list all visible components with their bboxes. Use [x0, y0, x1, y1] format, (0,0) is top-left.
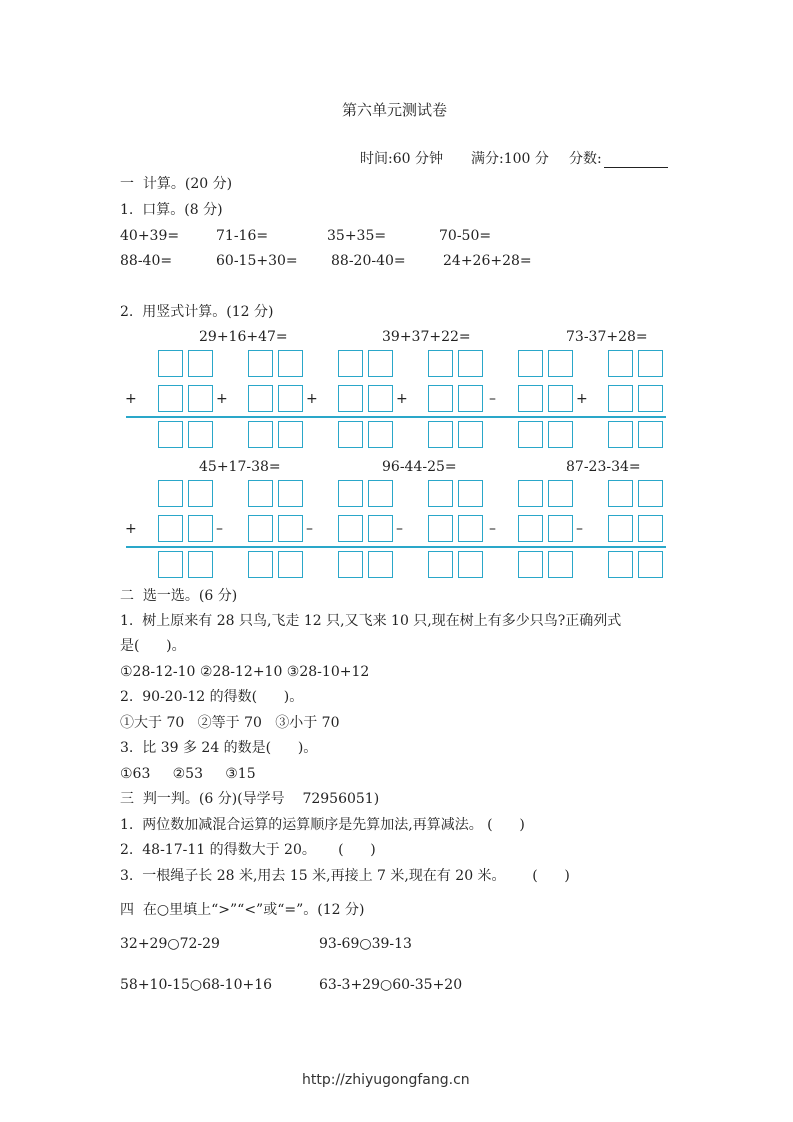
- oral-calc: 70-50=: [439, 228, 492, 244]
- digit-box[interactable]: [188, 421, 213, 448]
- digit-box[interactable]: [518, 480, 543, 507]
- digit-box[interactable]: [248, 421, 273, 448]
- digit-box[interactable]: [518, 551, 543, 578]
- digit-box[interactable]: [428, 551, 453, 578]
- page-title: 第六单元测试卷: [342, 101, 448, 119]
- digit-box[interactable]: [158, 480, 183, 507]
- s1-q2-label: 2. 用竖式计算。(12 分): [120, 304, 274, 320]
- digit-box[interactable]: [188, 480, 213, 507]
- s2-q2-options: ①大于 70 ②等于 70 ③小于 70: [120, 715, 340, 731]
- s3-q1-text[interactable]: 1. 两位数加减混合运算的运算顺序是先算加法,再算减法。 ( ): [120, 817, 525, 833]
- operator-sign: +: [306, 391, 318, 407]
- digit-box[interactable]: [188, 515, 213, 542]
- oral-calc: 88-40=: [120, 253, 173, 269]
- digit-box[interactable]: [548, 515, 573, 542]
- vertical-calc-expression: 73-37+28=: [566, 329, 648, 345]
- digit-box[interactable]: [338, 551, 363, 578]
- digit-box[interactable]: [638, 480, 663, 507]
- digit-box[interactable]: [458, 421, 483, 448]
- digit-box[interactable]: [248, 515, 273, 542]
- digit-box[interactable]: [458, 385, 483, 412]
- section-2-heading: 二 选一选。(6 分): [120, 588, 238, 604]
- digit-box[interactable]: [158, 551, 183, 578]
- vertical-calc-expression: 29+16+47=: [199, 329, 288, 345]
- digit-box[interactable]: [158, 385, 183, 412]
- digit-box[interactable]: [158, 350, 183, 377]
- digit-box[interactable]: [338, 515, 363, 542]
- sum-line: [126, 416, 666, 418]
- digit-box[interactable]: [608, 480, 633, 507]
- digit-box[interactable]: [338, 480, 363, 507]
- compare-item[interactable]: 93-69○39-13: [319, 936, 412, 952]
- digit-box[interactable]: [548, 551, 573, 578]
- operator-sign: –: [306, 521, 313, 537]
- digit-box[interactable]: [248, 551, 273, 578]
- digit-box[interactable]: [458, 350, 483, 377]
- sum-line: [126, 546, 666, 548]
- vertical-calc-expression: 39+37+22=: [382, 329, 471, 345]
- digit-box[interactable]: [608, 385, 633, 412]
- digit-box[interactable]: [638, 551, 663, 578]
- vertical-calc-expression: 96-44-25=: [382, 459, 457, 475]
- digit-box[interactable]: [548, 385, 573, 412]
- digit-box[interactable]: [518, 350, 543, 377]
- digit-box[interactable]: [608, 421, 633, 448]
- footer-url: http://zhiyugongfang.cn: [302, 1072, 470, 1088]
- operator-sign: +: [125, 521, 137, 537]
- digit-box[interactable]: [368, 385, 393, 412]
- digit-box[interactable]: [608, 515, 633, 542]
- s3-q3-text[interactable]: 3. 一根绳子长 28 米,用去 15 米,再接上 7 米,现在有 20 米。 ( ): [120, 868, 570, 884]
- digit-box[interactable]: [278, 350, 303, 377]
- s2-q1-text: 1. 树上原来有 28 只鸟,飞走 12 只,又飞来 10 只,现在树上有多少只鸟?正确列式: [120, 613, 622, 629]
- digit-box[interactable]: [188, 385, 213, 412]
- section-1-heading: 一 计算。(20 分): [120, 176, 233, 192]
- digit-box[interactable]: [158, 421, 183, 448]
- digit-box[interactable]: [368, 350, 393, 377]
- s2-q1-options: ①28-12-10 ②28-12+10 ③28-10+12: [120, 664, 370, 680]
- oral-calc: 24+26+28=: [443, 253, 532, 269]
- digit-box[interactable]: [638, 421, 663, 448]
- s2-q3-text[interactable]: 3. 比 39 多 24 的数是( )。: [120, 740, 318, 756]
- operator-sign: +: [125, 391, 137, 407]
- score-blank[interactable]: [604, 153, 668, 168]
- digit-box[interactable]: [518, 385, 543, 412]
- header-time: 时间:60 分钟: [360, 151, 443, 167]
- digit-box[interactable]: [338, 421, 363, 448]
- digit-box[interactable]: [248, 350, 273, 377]
- vertical-calc-expression: 45+17-38=: [199, 459, 281, 475]
- digit-box[interactable]: [278, 480, 303, 507]
- digit-box[interactable]: [428, 350, 453, 377]
- digit-box[interactable]: [458, 515, 483, 542]
- digit-box[interactable]: [428, 421, 453, 448]
- s2-q2-text[interactable]: 2. 90-20-12 的得数( )。: [120, 689, 304, 705]
- operator-sign: –: [489, 521, 496, 537]
- digit-box[interactable]: [638, 350, 663, 377]
- digit-box[interactable]: [278, 421, 303, 448]
- digit-box[interactable]: [338, 350, 363, 377]
- compare-item[interactable]: 58+10-15○68-10+16: [120, 977, 273, 993]
- operator-sign: +: [576, 391, 588, 407]
- operator-sign: +: [216, 391, 228, 407]
- digit-box[interactable]: [368, 480, 393, 507]
- compare-item[interactable]: 63-3+29○60-35+20: [319, 977, 463, 993]
- digit-box[interactable]: [518, 421, 543, 448]
- digit-box[interactable]: [248, 480, 273, 507]
- digit-box[interactable]: [458, 551, 483, 578]
- oral-calc: 40+39=: [120, 228, 180, 244]
- digit-box[interactable]: [368, 421, 393, 448]
- vertical-calc-expression: 87-23-34=: [566, 459, 641, 475]
- digit-box[interactable]: [428, 385, 453, 412]
- digit-box[interactable]: [608, 350, 633, 377]
- digit-box[interactable]: [368, 515, 393, 542]
- section-4-heading: 四 在○里填上“>”“<”或“=”。(12 分): [120, 902, 365, 918]
- digit-box[interactable]: [638, 515, 663, 542]
- oral-calc: 35+35=: [327, 228, 387, 244]
- digit-box[interactable]: [158, 515, 183, 542]
- header-score-label: 分数:: [569, 150, 668, 168]
- digit-box[interactable]: [368, 551, 393, 578]
- operator-sign: –: [489, 391, 496, 407]
- digit-box[interactable]: [638, 385, 663, 412]
- digit-box[interactable]: [608, 551, 633, 578]
- section-3-heading: 三 判一判。(6 分)(导学号 72956051): [120, 791, 380, 807]
- compare-item[interactable]: 32+29○72-29: [120, 936, 220, 952]
- s3-q2-text[interactable]: 2. 48-17-11 的得数大于 20。 ( ): [120, 842, 376, 858]
- digit-box[interactable]: [548, 350, 573, 377]
- digit-box[interactable]: [278, 385, 303, 412]
- digit-box[interactable]: [248, 385, 273, 412]
- digit-box[interactable]: [188, 551, 213, 578]
- s2-q3-options: ①63 ②53 ③15: [120, 766, 256, 782]
- operator-sign: –: [216, 521, 223, 537]
- header-full-score: 满分:100 分: [471, 151, 549, 167]
- s1-q1-label: 1. 口算。(8 分): [120, 202, 223, 218]
- operator-sign: –: [576, 521, 583, 537]
- digit-box[interactable]: [338, 385, 363, 412]
- s2-q1-blank[interactable]: 是( )。: [120, 638, 186, 654]
- digit-box[interactable]: [548, 421, 573, 448]
- oral-calc: 88-20-40=: [331, 253, 406, 269]
- digit-box[interactable]: [458, 480, 483, 507]
- operator-sign: –: [396, 521, 403, 537]
- oral-calc: 60-15+30=: [216, 253, 298, 269]
- digit-box[interactable]: [428, 515, 453, 542]
- digit-box[interactable]: [278, 551, 303, 578]
- digit-box[interactable]: [518, 515, 543, 542]
- digit-box[interactable]: [278, 515, 303, 542]
- digit-box[interactable]: [548, 480, 573, 507]
- digit-box[interactable]: [428, 480, 453, 507]
- operator-sign: +: [396, 391, 408, 407]
- digit-box[interactable]: [188, 350, 213, 377]
- oral-calc: 71-16=: [216, 228, 269, 244]
